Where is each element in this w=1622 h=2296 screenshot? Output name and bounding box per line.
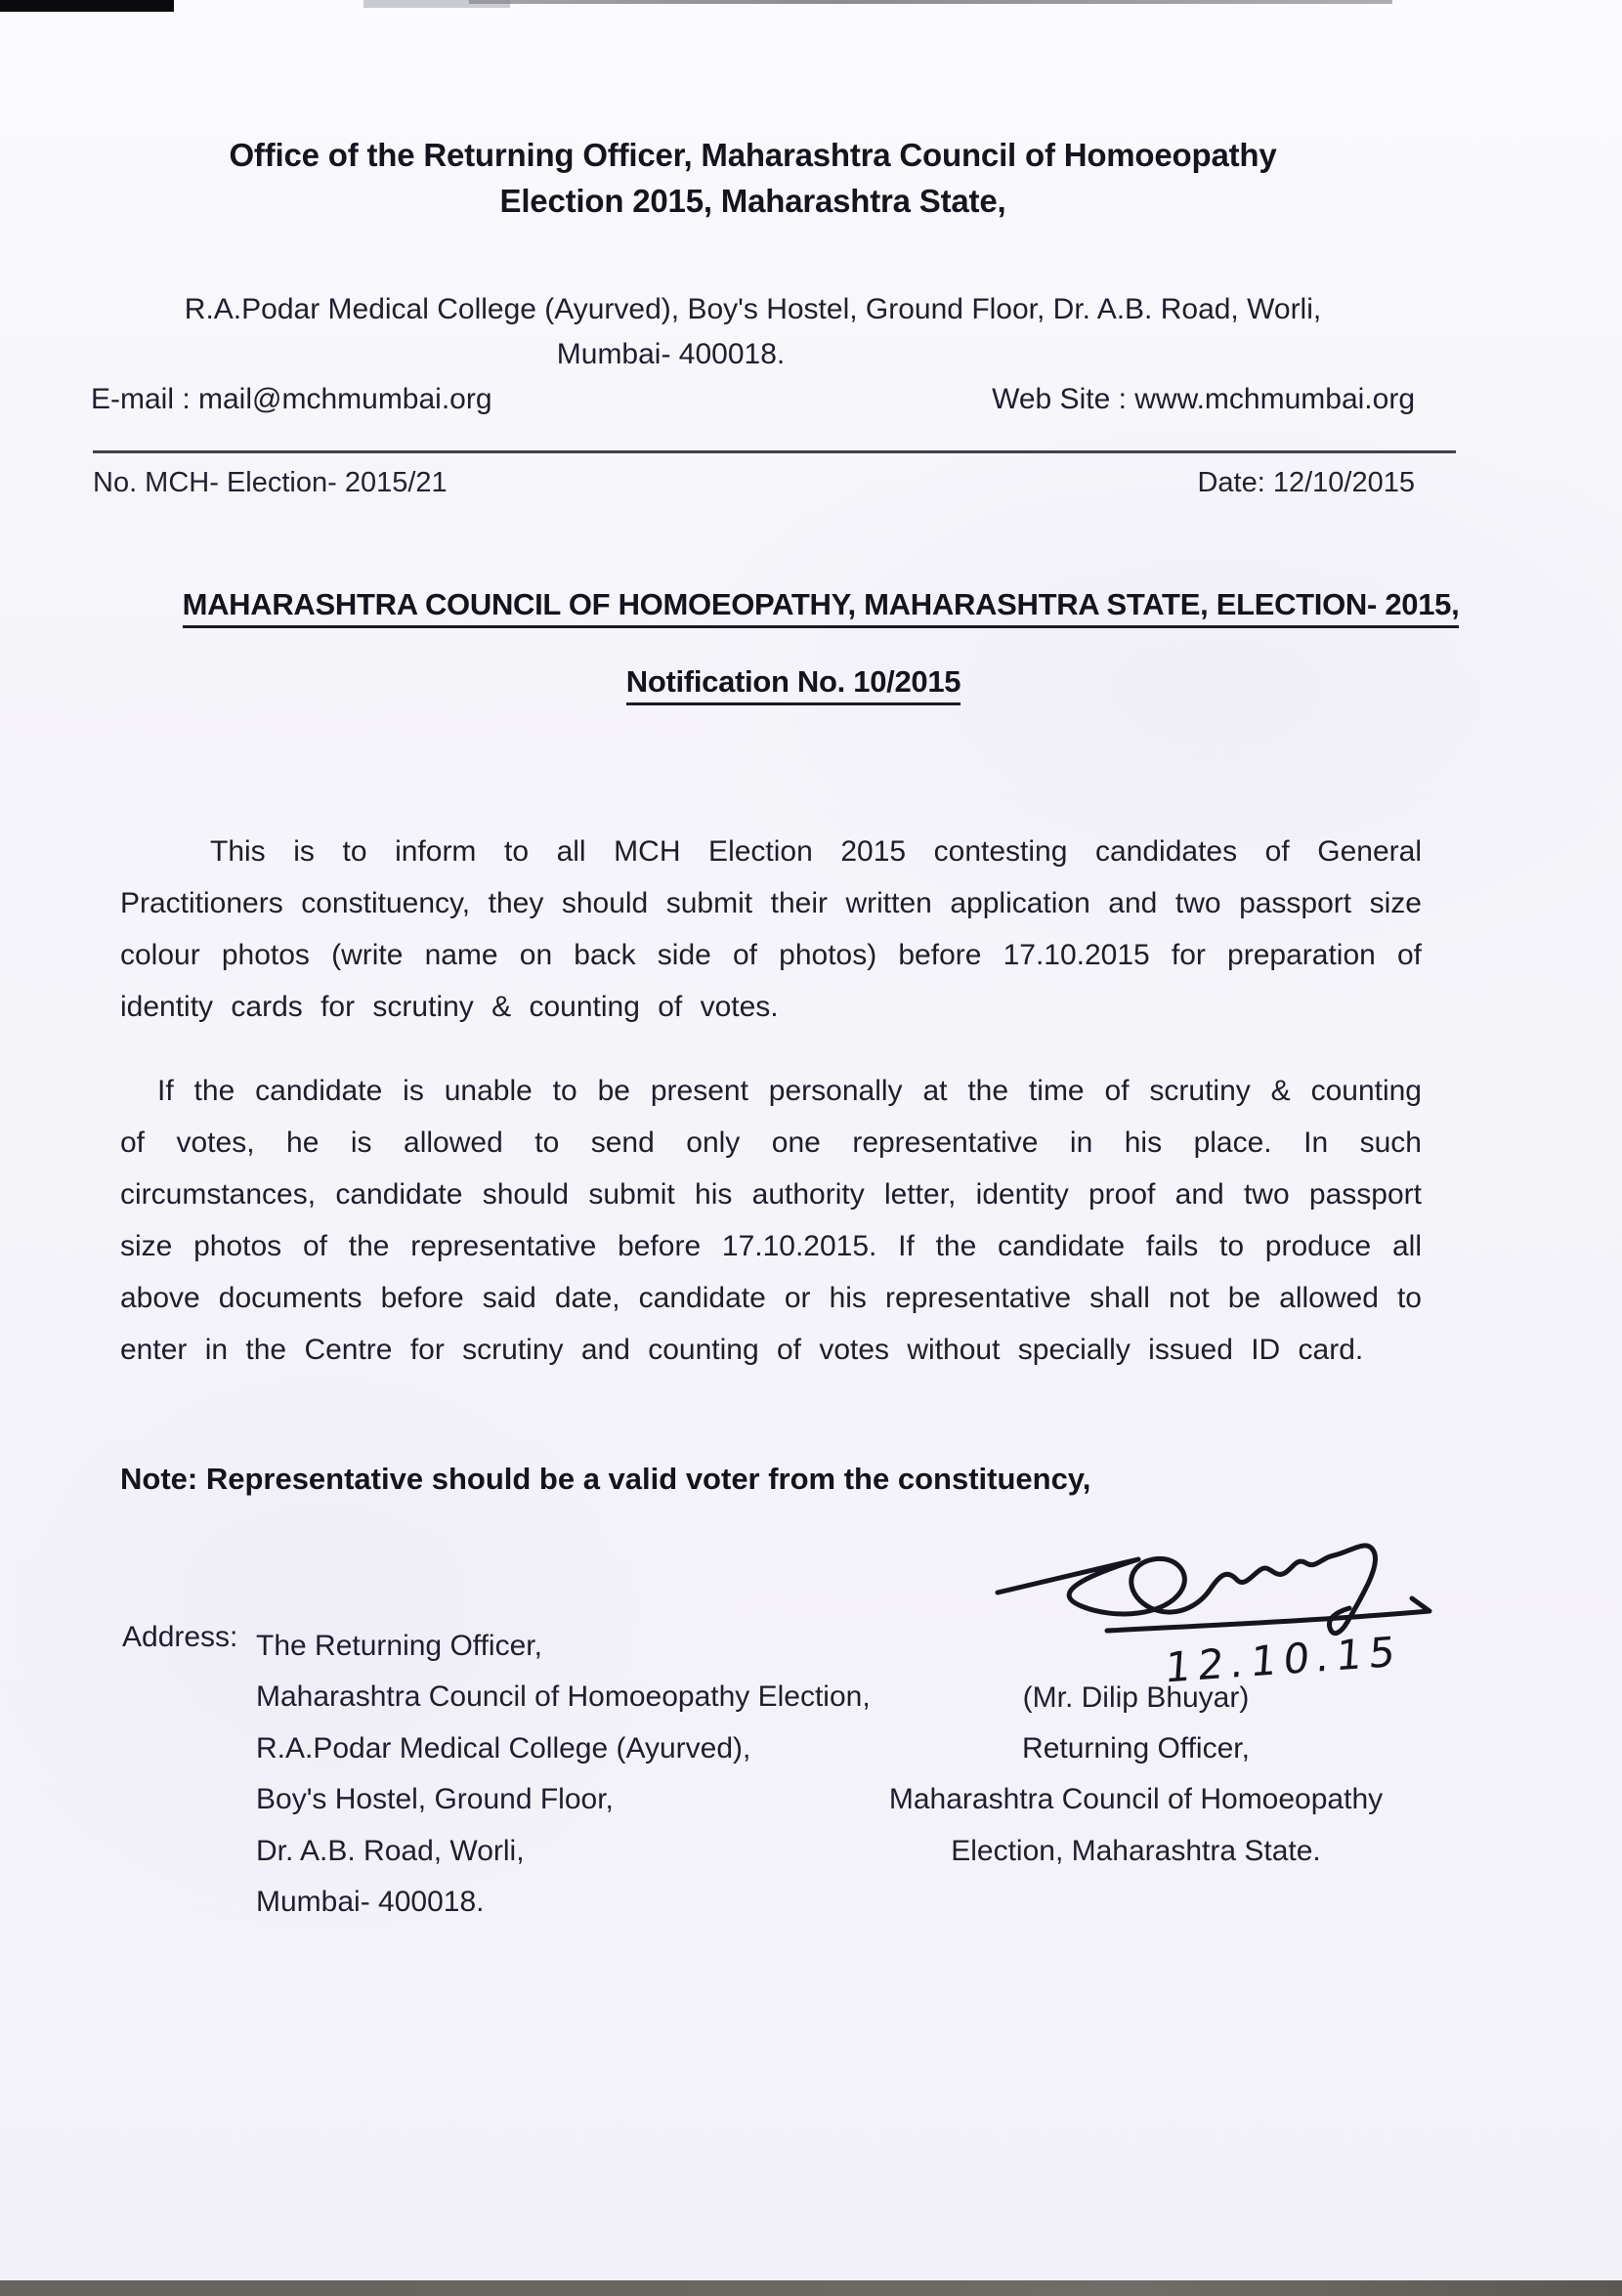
scan-artifact-top-line: [469, 0, 1392, 4]
address-line: R.A.Podar Medical College (Ayurved),: [256, 1731, 751, 1765]
address-line: Maharashtra Council of Homoeopathy Election,: [256, 1680, 871, 1714]
notice-paragraph-1: This is to inform to all MCH Election 2015 contesting candidates of General Practitioners constituency, they should submit their written application and two passport size colour photos (write name on back side of photos) before 17.10.2015 for preparation of identity cards for scrutiny & counting of votes.: [120, 835, 1422, 1023]
office-address-line1: R.A.Podar Medical College (Ayurved), Boy's Hostel, Ground Floor, Dr. A.B. Road, Worli,: [184, 293, 1322, 325]
horizontal-rule: [93, 450, 1456, 453]
reference-date: Date: 12/10/2015: [1197, 467, 1415, 498]
notice-heading-wrap: [147, 587, 1495, 628]
notice-subheading: Notification No. 10/2015: [626, 664, 961, 705]
address-line: The Returning Officer,: [256, 1630, 542, 1662]
address-line: Dr. A.B. Road, Worli,: [256, 1834, 525, 1867]
notice-paragraph-2: If the candidate is unable to be present personally at the time of scrutiny & counting of votes, he is allowed to send only one representative in his place. In such circumstances, candidate should submit his authority letter, identity proof and two passport size photos of the representative before 17.10.2015. If the candidate fails to produce all above documents before said date, candidate or his representative shall not be allowed to enter in the Centre for scrutiny and counting of votes without specially issued ID card.: [120, 1075, 1422, 1366]
scan-artifact-bottom-band: [0, 2280, 1622, 2296]
office-address-line2: Mumbai- 400018.: [556, 338, 786, 370]
signatory-org-line1: Maharashtra Council of Homoeopathy: [888, 1783, 1384, 1816]
office-title-line1: Office of the Returning Officer, Maharashtra Council of Homoeopathy: [229, 137, 1277, 173]
reference-number: No. MCH- Election- 2015/21: [93, 467, 448, 498]
signature-handwritten-date: 12.10.15: [1163, 1627, 1404, 1692]
address-left-column: [256, 1621, 871, 1928]
address-label: Address:: [122, 1621, 238, 1653]
notice-subheading-wrap: [127, 664, 1460, 705]
contact-row: [91, 383, 1415, 416]
signatory-org-line2: Election, Maharashtra State.: [951, 1834, 1321, 1867]
signatory-column: [835, 1673, 1436, 1877]
scan-artifact-top-left: [0, 0, 174, 12]
note-line: Note: Representative should be a valid voter from the constituency,: [120, 1462, 1091, 1496]
signatory-name: (Mr. Dilip Bhuyar): [1022, 1681, 1250, 1714]
address-line: Boy's Hostel, Ground Floor,: [256, 1783, 614, 1816]
office-title-line2: Election 2015, Maharashtra State,: [499, 183, 1006, 219]
address-line: Mumbai- 400018.: [256, 1886, 485, 1919]
signatory-title: Returning Officer,: [1022, 1732, 1250, 1765]
reference-row: [93, 467, 1415, 499]
website-text: Web Site : www.mchmumbai.org: [992, 383, 1415, 415]
notice-heading: MAHARASHTRA COUNCIL OF HOMOEOPATHY, MAHARASHTRA STATE, ELECTION- 2015,: [183, 587, 1460, 628]
email-text: E-mail : mail@mchmumbai.org: [91, 383, 492, 415]
